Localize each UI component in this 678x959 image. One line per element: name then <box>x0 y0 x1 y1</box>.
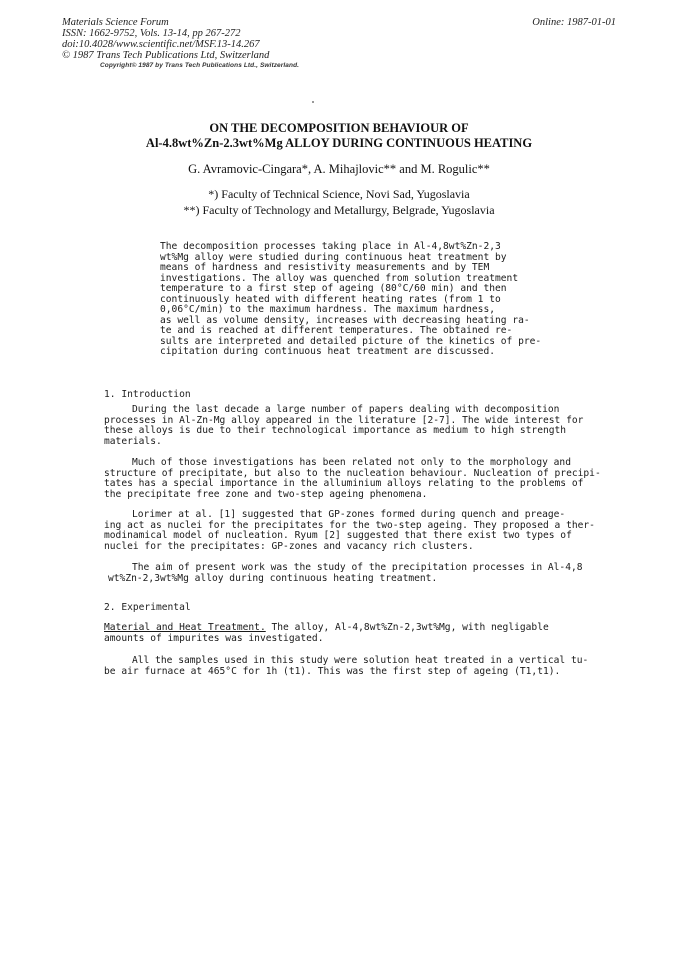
paragraph-line: wt%Zn-2,3wt%Mg alloy during continuous heating treatment. <box>108 572 438 584</box>
section-heading-introduction: 1. Introduction <box>104 389 191 400</box>
paragraph-line: these alloys is due to their technological importance as medium to high strength <box>104 425 567 436</box>
intro-paragraph-2 <box>104 457 601 500</box>
paragraph-line: All the samples used in this study were solution heat treated in a vertical tu- <box>132 655 589 666</box>
paragraph-line: Lorimer at al. [1] suggested that GP-zones formed during quench and preage- <box>132 509 566 520</box>
title-line-2: Al-4.8wt%Zn-2.3wt%Mg ALLOY DURING CONTINUOUS HEATING <box>145 136 533 150</box>
abstract-line: cipitation during continuous heat treatment are discussed. <box>160 346 496 357</box>
online-date: Online: 1987-01-01 <box>532 17 616 28</box>
paragraph-line: nuclei for the precipitates: GP-zones and vacancy rich clusters. <box>104 540 474 552</box>
paper-title <box>0 121 678 151</box>
journal-name: Materials Science Forum <box>62 17 169 28</box>
intro-paragraph-1 <box>104 404 584 447</box>
speck <box>312 101 314 103</box>
abstract-line: The decomposition processes taking place in Al-4,8wt%Zn-2,3 <box>160 241 501 252</box>
copyright-stamp: Copyright© 1987 by Trans Tech Publications Ltd., Switzerland. <box>100 62 300 69</box>
abstract-line: means of hardness and resistivity measurements and by TEM <box>160 262 490 273</box>
experimental-paragraph-2 <box>104 655 589 677</box>
copyright-line: © 1987 Trans Tech Publications Ltd, Switzerland <box>62 50 270 61</box>
paragraph-line: amounts of impurites was investigated. <box>104 632 324 644</box>
abstract <box>160 241 542 358</box>
affiliation-2: **) Faculty of Technology and Metallurgy, Belgrade, Yugoslavia <box>183 203 495 217</box>
paragraph-line: Much of those investigations has been related not only to the morphology and <box>132 457 571 468</box>
affiliation-1: *) Faculty of Technical Science, Novi Sad, Yugoslavia <box>208 187 470 201</box>
paragraph-line: The aim of present work was the study of the precipitation processes in Al-4,8 <box>132 562 583 573</box>
abstract-line: continuously heated with different heating rates (from 1 to <box>160 293 501 305</box>
intro-paragraph-4 <box>104 562 583 584</box>
paragraph-line: ing act as nuclei for the precipitates for the two-step ageing. They proposed a ther- <box>104 519 595 531</box>
authors: G. Avramovic-Cingara*, A. Mihajlovic** and M. Rogulic** <box>188 162 490 176</box>
paragraph-line: During the last decade a large number of papers dealing with decomposition <box>132 404 560 415</box>
paragraph-line: Material and Heat Treatment. The alloy, Al-4,8wt%Zn-2,3wt%Mg, with negligable <box>104 622 549 633</box>
section-heading-experimental: 2. Experimental <box>104 602 191 613</box>
paragraph-line: processes in Al-Zn-Mg alloy appeared in the literature [2-7]. The wide interest for <box>104 414 584 426</box>
intro-paragraph-3 <box>104 509 595 552</box>
abstract-line: investigations. The alloy was quenched from solution treatment <box>160 272 519 284</box>
material-heat-treatment-label: Material and Heat Treatment. <box>104 622 266 633</box>
abstract-line: 0,06°C/min) to the maximum hardness. The maximum hardness, <box>160 304 496 315</box>
abstract-line: as well as volume density, increases with decreasing heating ra- <box>160 314 530 326</box>
affiliations <box>0 186 678 218</box>
abstract-line: wt%Mg alloy were studied during continuous heat treatment by <box>160 251 507 263</box>
abstract-line: sults are interpreted and detailed picture of the kinetics of pre- <box>160 335 542 347</box>
issn-line: ISSN: 1662-9752, Vols. 13-14, pp 267-272 <box>62 28 241 39</box>
paragraph-line: tates has a special importance in the alluminium alloys relating to the problems of <box>104 478 584 489</box>
paragraph-line: the precipitate free zone and two-step ageing phenomena. <box>104 488 428 500</box>
experimental-paragraph-1 <box>104 622 549 644</box>
paragraph-line: be air furnace at 465°C for 1h (t1). This was the first step of ageing (T1,t1). <box>104 665 561 677</box>
abstract-line: temperature to a first step of ageing (80°C/60 min) and then <box>160 283 507 294</box>
abstract-line: te and is reached at different temperatures. The obtained re- <box>160 325 513 336</box>
paragraph-line: modinamical model of nucleation. Ryum [2] suggested that there exist two types of <box>104 530 572 541</box>
paragraph-line: materials. <box>104 435 162 447</box>
title-line-1: ON THE DECOMPOSITION BEHAVIOUR OF <box>209 121 469 135</box>
journal-header <box>62 17 269 61</box>
doi-line: doi:10.4028/www.scientific.net/MSF.13-14.267 <box>62 39 260 50</box>
paragraph-line: structure of precipitate, but also to the nucleation behaviour. Nucleation of precipi- <box>104 467 601 479</box>
